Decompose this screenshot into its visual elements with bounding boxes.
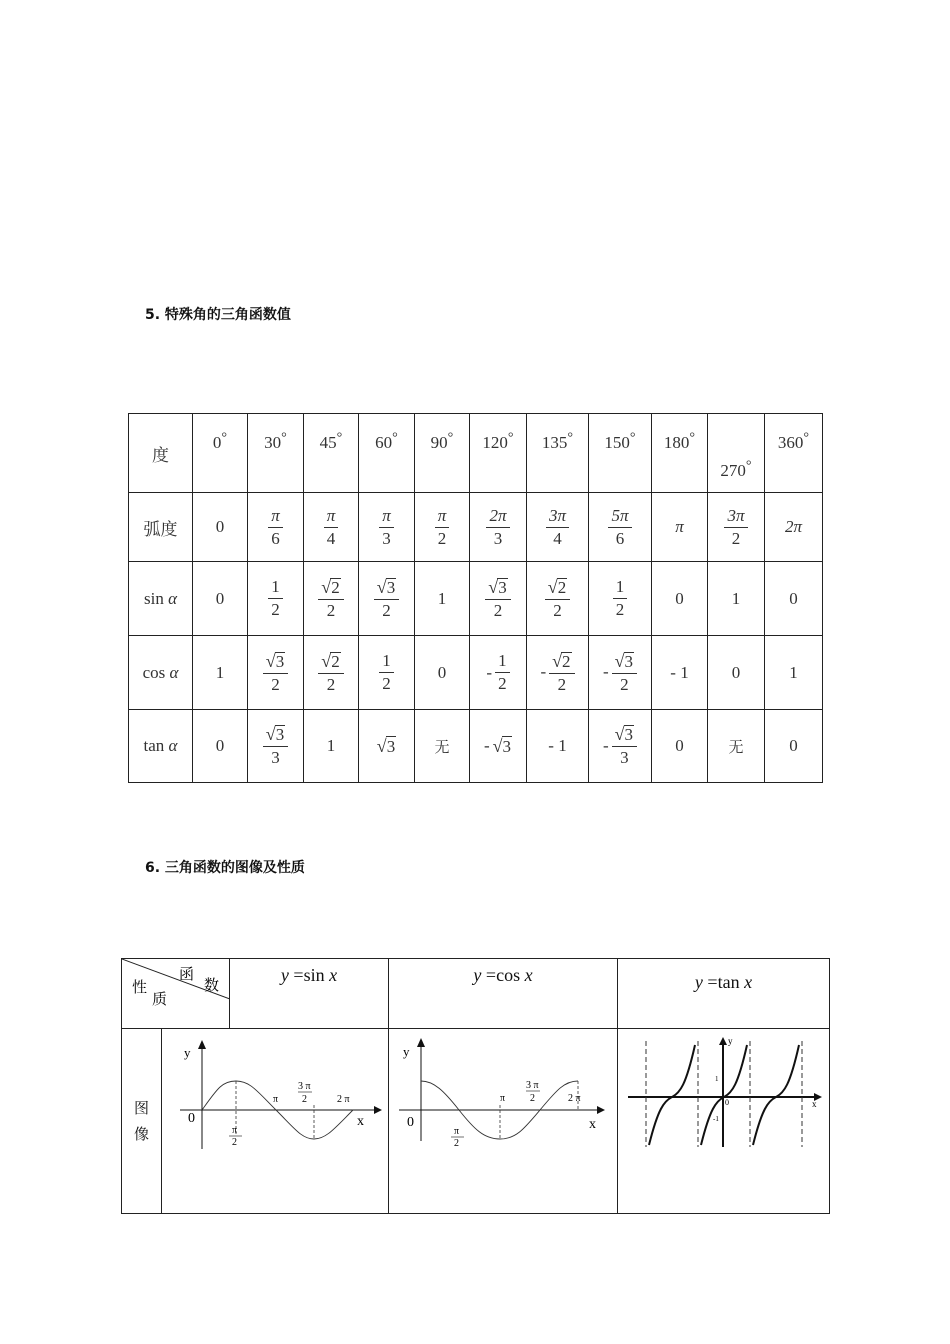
cos-graph-cell xyxy=(389,1029,618,1214)
radians-value-cell: $\frac{\pi}{4}$ xyxy=(304,493,359,562)
degree-cell: 360° xyxy=(765,414,823,493)
cos-value-cell: 0 xyxy=(415,636,470,710)
tan-graph xyxy=(618,1029,830,1213)
radians-value-cell: $\frac{3\pi}{4}$ xyxy=(527,493,589,562)
cos-half-pi-num: π xyxy=(454,1126,460,1137)
radian-row xyxy=(129,493,823,562)
radians-value-cell: π xyxy=(652,493,708,562)
sin-graph-cell xyxy=(162,1029,389,1214)
row-label-radian: 弧度 xyxy=(129,493,193,562)
radians-value-cell: $\frac{\pi}{6}$ xyxy=(248,493,304,562)
radians-value-cell: $\frac{2\pi}{3}$ xyxy=(470,493,527,562)
sin-graph xyxy=(162,1029,388,1213)
tan-value-cell: 0 xyxy=(765,710,823,783)
radians-value-cell: 0 xyxy=(193,493,248,562)
cos-graph xyxy=(389,1029,618,1213)
cos-origin-label: 0 xyxy=(407,1115,414,1130)
cos-value-cell: - 1 xyxy=(652,636,708,710)
cos-x-label: x xyxy=(589,1117,596,1132)
sin-value-cell: 0 xyxy=(193,562,248,636)
sin-two-pi-label: 2 π xyxy=(337,1094,350,1105)
row-label-image: 图 像 xyxy=(122,1029,162,1214)
header-sin-function: y =sin x xyxy=(230,959,389,1029)
sin-y-label: y xyxy=(184,1045,191,1060)
degree-cell: 120° xyxy=(470,414,527,493)
tan-one-label: 1 xyxy=(715,1075,719,1083)
cos-three-pi-num: 3 π xyxy=(526,1080,539,1091)
degree-cell: 150° xyxy=(589,414,652,493)
degree-cell: 180° xyxy=(652,414,708,493)
cos-row xyxy=(129,636,823,710)
sin-value-cell: 1 xyxy=(415,562,470,636)
tan-value-cell: 无 xyxy=(415,710,470,783)
tan-y-arrow-icon xyxy=(719,1037,727,1045)
sin-value-cell: $\frac{√3}{2}$ xyxy=(359,562,415,636)
tan-neg-one-label: -1 xyxy=(713,1115,719,1123)
sin-value-cell: $\frac{√2}{2}$ xyxy=(304,562,359,636)
sin-value-cell: 0 xyxy=(652,562,708,636)
sin-x-arrow-icon xyxy=(374,1106,382,1114)
tan-branch xyxy=(649,1045,695,1145)
cos-value-cell: - $\frac{√2}{2}$ xyxy=(527,636,589,710)
tan-value-cell: - 1 xyxy=(527,710,589,783)
row-label-cos: cos α xyxy=(129,636,193,710)
tan-value-cell: - √3 xyxy=(470,710,527,783)
sin-value-cell: $\frac{√2}{2}$ xyxy=(527,562,589,636)
sqrt-icon: √ xyxy=(614,724,625,745)
sin-value-cell: 1 xyxy=(708,562,765,636)
degree-cell: 30° xyxy=(248,414,304,493)
sin-row xyxy=(129,562,823,636)
graph-row xyxy=(122,1029,830,1214)
cos-y-arrow-icon xyxy=(417,1038,425,1047)
cos-value-cell: - $\frac{1}{2}$ xyxy=(470,636,527,710)
degree-cell: 135° xyxy=(527,414,589,493)
row-label-degree: 度 xyxy=(129,414,193,493)
tan-origin-label: 0 xyxy=(725,1098,729,1107)
tan-y-label: y xyxy=(728,1036,733,1046)
sin-value-cell: $\frac{1}{2}$ xyxy=(248,562,304,636)
special-angle-values-table xyxy=(128,413,823,783)
sin-half-pi-num: π xyxy=(232,1125,238,1136)
tan-value-cell: 0 xyxy=(193,710,248,783)
tan-value-cell: $\frac{√3}{3}$ xyxy=(248,710,304,783)
sqrt-icon: √ xyxy=(492,735,503,756)
corner-label-zhi: 质 xyxy=(152,992,168,1008)
sin-value-cell: 0 xyxy=(765,562,823,636)
sqrt-icon: √ xyxy=(547,576,558,597)
section-heading-graphs: 6. 三角函数的图像及性质 xyxy=(145,860,305,876)
sin-three-pi-num: 3 π xyxy=(298,1081,311,1092)
radians-value-cell: 2π xyxy=(765,493,823,562)
row-label-tan: tan α xyxy=(129,710,193,783)
degree-cell: 90° xyxy=(415,414,470,493)
sin-pi-label: π xyxy=(273,1094,279,1105)
degree-row xyxy=(129,414,823,493)
sqrt-icon: √ xyxy=(265,724,276,745)
sin-three-pi-den: 2 xyxy=(302,1094,307,1105)
tan-value-cell: 无 xyxy=(708,710,765,783)
tan-row xyxy=(129,710,823,783)
sqrt-icon: √ xyxy=(488,576,499,597)
sqrt-icon: √ xyxy=(552,650,563,671)
sqrt-icon: √ xyxy=(376,735,387,756)
sin-value-cell: $\frac{√3}{2}$ xyxy=(470,562,527,636)
cos-value-cell: 1 xyxy=(765,636,823,710)
radians-value-cell: $\frac{\pi}{3}$ xyxy=(359,493,415,562)
sqrt-icon: √ xyxy=(321,576,332,597)
cos-value-cell: $\frac{√2}{2}$ xyxy=(304,636,359,710)
tan-branch xyxy=(753,1045,799,1145)
corner-label-han: 函 xyxy=(179,967,195,983)
cos-value-cell: $\frac{√3}{2}$ xyxy=(248,636,304,710)
cos-pi-label: π xyxy=(500,1093,506,1104)
tan-x-label: x xyxy=(812,1099,817,1109)
cos-half-pi-den: 2 xyxy=(454,1138,459,1149)
trig-graph-properties-table xyxy=(121,958,830,1214)
cos-value-cell: $\frac{1}{2}$ xyxy=(359,636,415,710)
sin-value-cell: $\frac{1}{2}$ xyxy=(589,562,652,636)
degree-cell: 0° xyxy=(193,414,248,493)
sin-y-arrow-icon xyxy=(198,1040,206,1049)
header-tan-function: y =tan x xyxy=(618,959,830,1029)
header-cos-function: y =cos x xyxy=(389,959,618,1029)
cos-y-label: y xyxy=(403,1044,410,1059)
tan-value-cell: 1 xyxy=(304,710,359,783)
section-heading-special-angles: 5. 特殊角的三角函数值 xyxy=(145,307,291,323)
diagonal-header-svg xyxy=(122,959,230,1028)
sqrt-icon: √ xyxy=(614,650,625,671)
cos-three-pi-den: 2 xyxy=(530,1093,535,1104)
sin-half-pi-den: 2 xyxy=(232,1137,237,1148)
row-label-sin: sin α xyxy=(129,562,193,636)
corner-label-xing: 性 xyxy=(132,980,148,996)
tan-value-cell: √3 xyxy=(359,710,415,783)
cos-two-pi-label: 2 π xyxy=(568,1093,581,1104)
radians-value-cell: $\frac{\pi}{2}$ xyxy=(415,493,470,562)
radians-value-cell: $\frac{5\pi}{6}$ xyxy=(589,493,652,562)
radians-value-cell: $\frac{3\pi}{2}$ xyxy=(708,493,765,562)
cos-value-cell: 1 xyxy=(193,636,248,710)
cos-value-cell: - $\frac{√3}{2}$ xyxy=(589,636,652,710)
degree-cell: 45° xyxy=(304,414,359,493)
degree-cell: 60° xyxy=(359,414,415,493)
cos-x-arrow-icon xyxy=(597,1106,605,1114)
tan-graph-cell xyxy=(618,1029,830,1214)
diagonal-header-cell xyxy=(122,959,230,1029)
tan-value-cell: - $\frac{√3}{3}$ xyxy=(589,710,652,783)
cos-value-cell: 0 xyxy=(708,636,765,710)
sin-x-label: x xyxy=(357,1114,364,1129)
function-header-row xyxy=(122,959,830,1029)
corner-label-shu: 数 xyxy=(204,978,220,994)
tan-value-cell: 0 xyxy=(652,710,708,783)
sqrt-icon: √ xyxy=(321,650,332,671)
sqrt-icon: √ xyxy=(265,650,276,671)
sin-origin-label: 0 xyxy=(188,1111,195,1126)
sqrt-icon: √ xyxy=(376,576,387,597)
degree-cell: 270° xyxy=(708,414,765,493)
